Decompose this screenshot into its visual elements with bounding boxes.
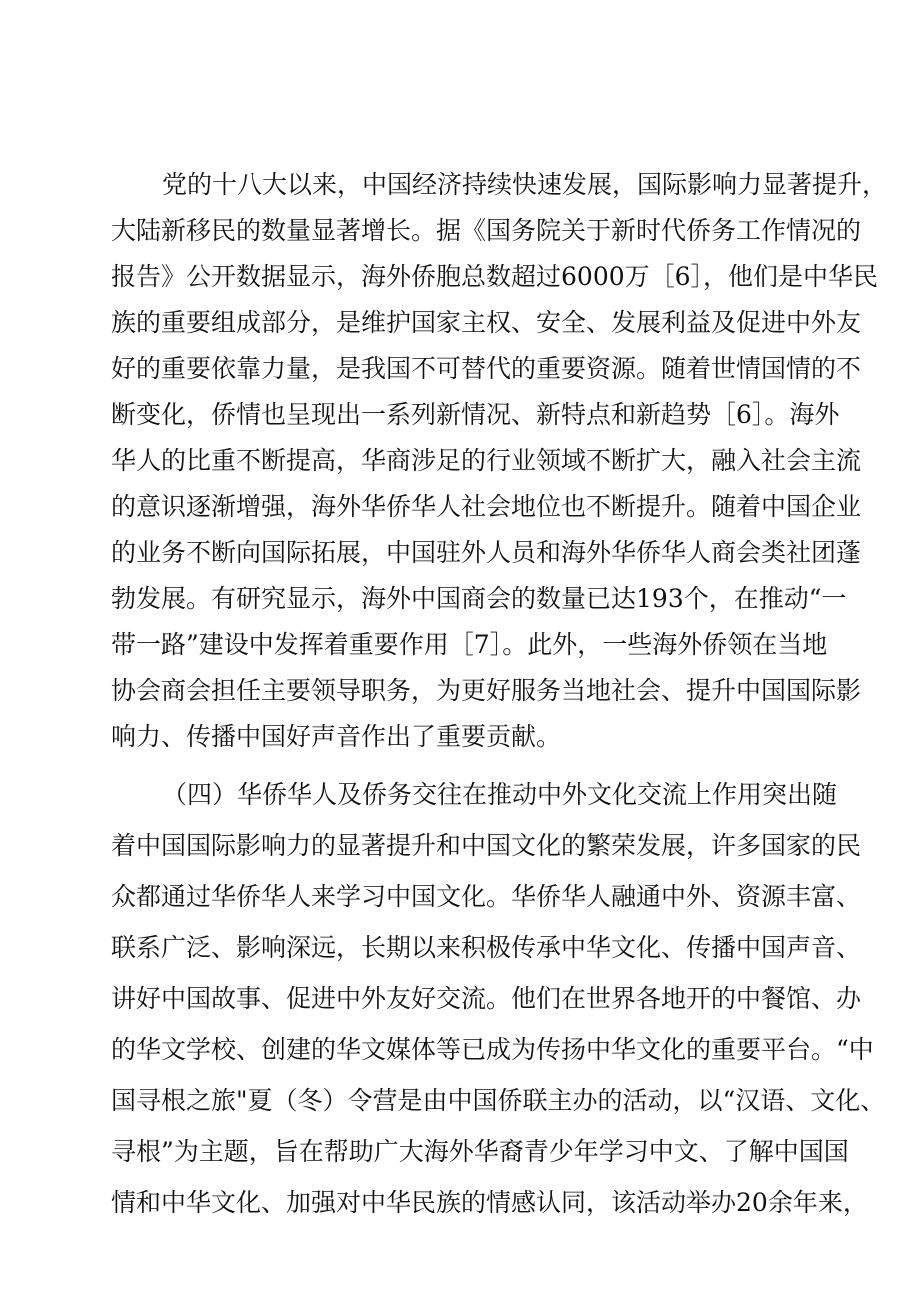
paragraph-line: 族的重要组成部分，是维护国家主权、安全、发展利益及促进中外友 <box>111 308 862 337</box>
paragraph-line: 的意识逐渐增强，海外华侨华人社会地位也不断提升。随着中国企业 <box>111 492 862 521</box>
paragraph-line: 寻根”为主题，旨在帮助广大海外华裔青少年学习中文、了解中国国 <box>111 1137 849 1166</box>
paragraph-line: 勃发展。有研究显示，海外中国商会的数量已达193个，在推动“一 <box>111 584 847 613</box>
paragraph-line: 好的重要依靠力量，是我国不可替代的重要资源。随着世情国情的不 <box>111 354 862 383</box>
paragraph-line: 报告》公开数据显示，海外侨胞总数超过6000万［6］，他们是中华民 <box>111 262 879 291</box>
paragraph-line: 的业务不断向国际拓展，中国驻外人员和海外华侨华人商会类社团蓬 <box>111 538 862 567</box>
paragraph-line: 情和中华文化、加强对中华民族的情感认同，该活动举办20余年来， <box>111 1188 868 1217</box>
paragraph-line: 国寻根之旅"夏（冬）令营是由中国侨联主办的活动，以“汉语、文化、 <box>111 1086 886 1115</box>
paragraph-line: 众都通过华侨华人来学习中国文化。华侨华人融通中外、资源丰富、 <box>111 882 862 911</box>
paragraph-line: 大陆新移民的数量显著增长。据《国务院关于新时代侨务工作情况的 <box>111 216 862 245</box>
paragraph-line: 断变化，侨情也呈现出一系列新情况、新特点和新趋势［6］。海外 <box>111 400 840 429</box>
paragraph-line: 联系广泛、影响深远，长期以来积极传承中华文化、传播中国声音、 <box>111 933 862 962</box>
paragraph-line: 着中国国际影响力的显著提升和中国文化的繁荣发展，许多国家的民 <box>111 831 862 860</box>
paragraph-line: （四）华侨华人及侨务交往在推动中外文化交流上作用突出随 <box>162 780 838 809</box>
paragraph-line: 党的十八大以来，中国经济持续快速发展，国际影响力显著提升， <box>162 170 888 199</box>
paragraph-line: 协会商会担任主要领导职务，为更好服务当地社会、提升中国国际影 <box>111 676 862 705</box>
paragraph-line: 的华文学校、创建的华文媒体等已成为传扬中华文化的重要平台。“中 <box>111 1035 874 1064</box>
paragraph-line: 讲好中国故事、促进中外友好交流。他们在世界各地开的中餐馆、办 <box>111 984 862 1013</box>
paragraph-line: 华人的比重不断提高，华商涉足的行业领域不断扩大，融入社会主流 <box>111 446 862 475</box>
paragraph-line: 响力、传播中国好声音作出了重要贡献。 <box>111 722 562 751</box>
paragraph-line: 带一路”建设中发挥着重要作用［7］。此外，一些海外侨领在当地 <box>111 630 828 659</box>
